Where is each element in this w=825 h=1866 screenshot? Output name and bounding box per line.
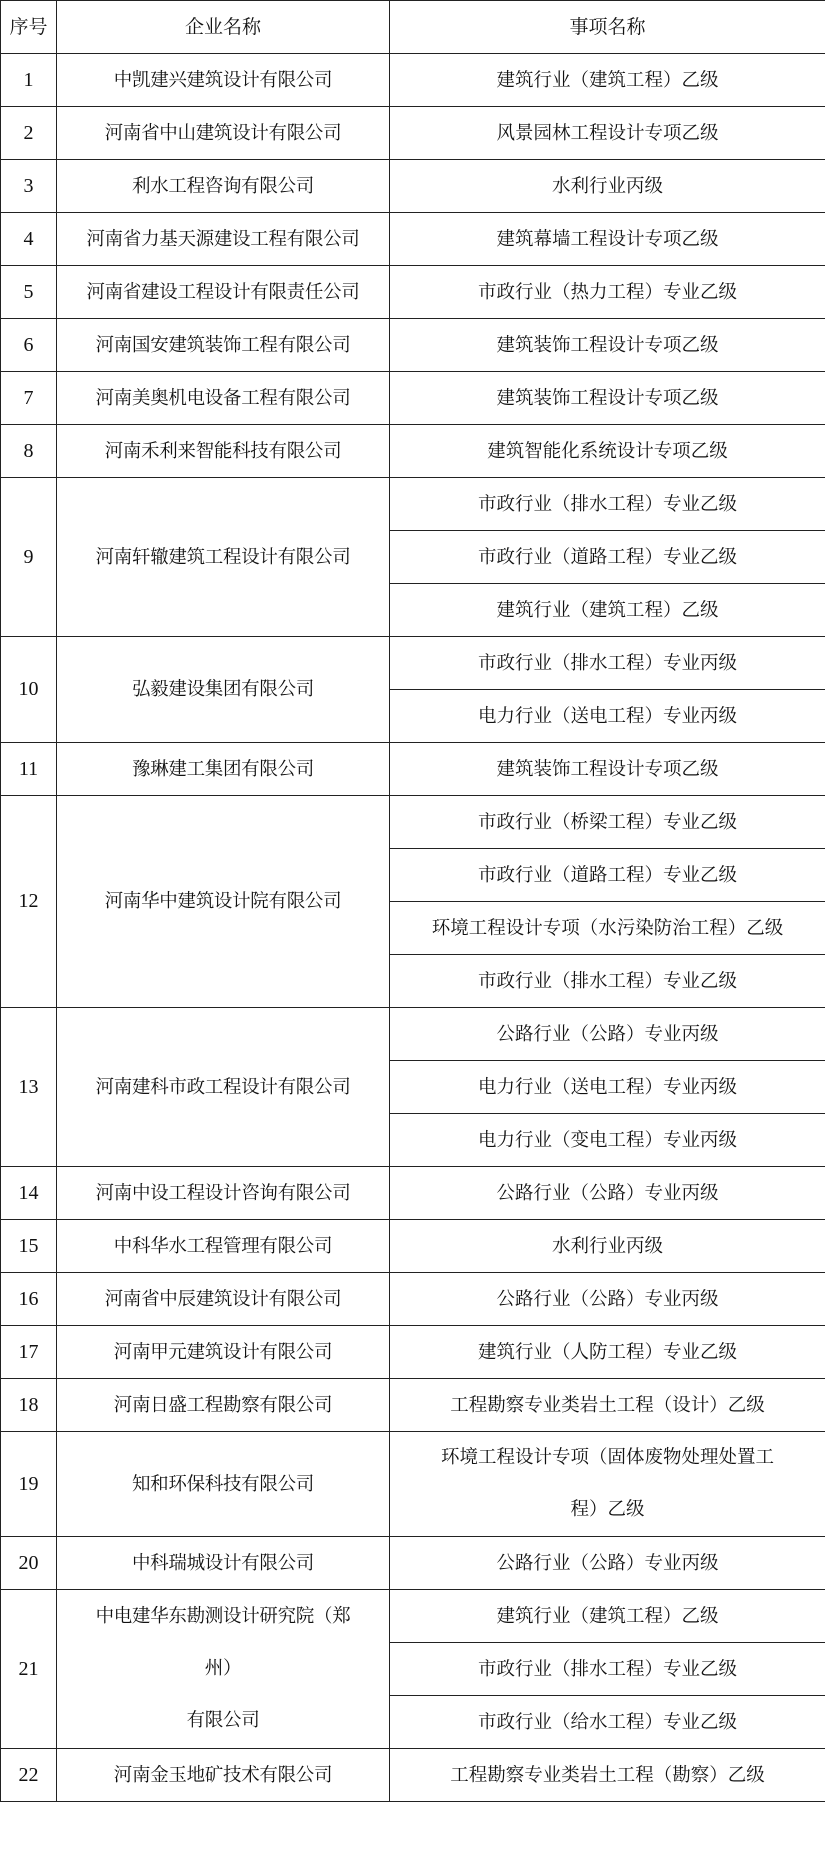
company-name-cell xyxy=(57,1220,390,1273)
table-row xyxy=(1,213,825,266)
company-name-cell xyxy=(57,107,390,160)
item-name-line: 环境工程设计专项（固体废物处理处置工 xyxy=(440,1447,774,1468)
table-row xyxy=(1,1590,825,1643)
company-name-cell xyxy=(57,213,390,266)
item-name-cell: 市政行业（排水工程）专业乙级 xyxy=(390,1643,825,1696)
table-row xyxy=(1,1008,825,1061)
company-name-cell xyxy=(57,425,390,478)
company-name-line: 豫琳建工集团有限公司 xyxy=(131,758,314,780)
serial-number-cell: 14 xyxy=(1,1167,57,1220)
serial-number-cell: 5 xyxy=(1,266,57,319)
item-name-cell: 建筑行业（人防工程）专业乙级 xyxy=(390,1326,825,1379)
company-name-cell xyxy=(57,1008,390,1167)
item-name-cell: 电力行业（变电工程）专业丙级 xyxy=(390,1114,825,1167)
company-name-cell xyxy=(57,1590,390,1749)
table-body xyxy=(1,54,825,1802)
company-name-line: 河南禾利来智能科技有限公司 xyxy=(104,440,342,462)
table-row xyxy=(1,1167,825,1220)
company-name-cell xyxy=(57,1273,390,1326)
item-name-cell: 工程勘察专业类岩土工程（勘察）乙级 xyxy=(390,1749,825,1802)
company-name-cell xyxy=(57,1749,390,1802)
serial-number-cell: 22 xyxy=(1,1749,57,1802)
table-row xyxy=(1,319,825,372)
company-name-cell xyxy=(57,54,390,107)
serial-number-cell: 2 xyxy=(1,107,57,160)
table-row xyxy=(1,1432,825,1537)
item-name-cell: 市政行业（道路工程）专业乙级 xyxy=(390,531,825,584)
serial-number-cell: 10 xyxy=(1,637,57,743)
table-row xyxy=(1,743,825,796)
item-name-cell: 水利行业丙级 xyxy=(390,1220,825,1273)
table-header-row xyxy=(1,1,825,54)
company-name-line: 中科华水工程管理有限公司 xyxy=(113,1235,333,1257)
company-name-line: 有限公司 xyxy=(186,1710,260,1731)
serial-number-cell: 12 xyxy=(1,796,57,1008)
item-name-cell: 建筑幕墙工程设计专项乙级 xyxy=(390,213,825,266)
company-name-line: 河南建科市政工程设计有限公司 xyxy=(95,1076,351,1098)
serial-number-cell: 13 xyxy=(1,1008,57,1167)
serial-number-cell: 19 xyxy=(1,1432,57,1537)
company-name-line: 河南省建设工程设计有限责任公司 xyxy=(86,281,360,303)
company-name-cell xyxy=(57,478,390,637)
item-name-cell: 建筑行业（建筑工程）乙级 xyxy=(390,584,825,637)
serial-number-cell: 20 xyxy=(1,1537,57,1590)
company-name-cell xyxy=(57,743,390,796)
company-name-line: 中科瑞城设计有限公司 xyxy=(131,1552,314,1574)
table-row xyxy=(1,425,825,478)
company-name-line: 河南国安建筑装饰工程有限公司 xyxy=(95,334,351,356)
table-row xyxy=(1,54,825,107)
company-name-line: 河南省中辰建筑设计有限公司 xyxy=(104,1288,342,1310)
table-row xyxy=(1,160,825,213)
company-name-line: 河南甲元建筑设计有限公司 xyxy=(113,1341,333,1363)
table-row xyxy=(1,1537,825,1590)
company-name-line: 河南美奥机电设备工程有限公司 xyxy=(95,387,351,409)
table-row xyxy=(1,1220,825,1273)
table-row xyxy=(1,1273,825,1326)
company-name-line: 河南轩辙建筑工程设计有限公司 xyxy=(95,546,351,568)
company-name-cell xyxy=(57,796,390,1008)
serial-number-cell: 11 xyxy=(1,743,57,796)
serial-number-cell: 9 xyxy=(1,478,57,637)
company-name-cell xyxy=(57,266,390,319)
table-row xyxy=(1,1326,825,1379)
item-name-cell: 市政行业（排水工程）专业乙级 xyxy=(390,955,825,1008)
company-name-line: 知和环保科技有限公司 xyxy=(131,1473,314,1495)
item-name-cell: 市政行业（给水工程）专业乙级 xyxy=(390,1696,825,1749)
item-name-cell: 水利行业丙级 xyxy=(390,160,825,213)
item-name-cell: 市政行业（道路工程）专业乙级 xyxy=(390,849,825,902)
item-name-line: 程）乙级 xyxy=(570,1499,645,1520)
company-name-cell xyxy=(57,319,390,372)
serial-number-cell: 7 xyxy=(1,372,57,425)
company-name-cell xyxy=(57,372,390,425)
table-row xyxy=(1,796,825,849)
company-name-line: 河南金玉地矿技术有限公司 xyxy=(113,1764,333,1786)
item-name-cell: 公路行业（公路）专业丙级 xyxy=(390,1167,825,1220)
company-name-line: 河南华中建筑设计院有限公司 xyxy=(104,891,342,912)
item-name-cell: 建筑装饰工程设计专项乙级 xyxy=(390,319,825,372)
company-name-line: 河南日盛工程勘察有限公司 xyxy=(113,1394,333,1416)
company-name-cell xyxy=(57,1167,390,1220)
item-name-cell: 电力行业（送电工程）专业丙级 xyxy=(390,690,825,743)
company-name-line: 河南省力基天源建设工程有限公司 xyxy=(86,228,360,250)
company-name-line: 弘毅建设集团有限公司 xyxy=(131,679,314,700)
header-serial-number: 序号 xyxy=(1,1,57,54)
company-name-line: 河南中设工程设计咨询有限公司 xyxy=(95,1182,351,1204)
item-name-cell: 建筑行业（建筑工程）乙级 xyxy=(390,1590,825,1643)
item-name-cell: 建筑装饰工程设计专项乙级 xyxy=(390,743,825,796)
company-name-line: 利水工程咨询有限公司 xyxy=(131,175,314,197)
item-name-cell: 建筑智能化系统设计专项乙级 xyxy=(390,425,825,478)
table-row xyxy=(1,637,825,690)
item-name-cell xyxy=(390,1432,825,1537)
item-name-cell: 风景园林工程设计专项乙级 xyxy=(390,107,825,160)
item-name-cell: 市政行业（热力工程）专业乙级 xyxy=(390,266,825,319)
serial-number-cell: 8 xyxy=(1,425,57,478)
serial-number-cell: 3 xyxy=(1,160,57,213)
item-name-cell: 市政行业（排水工程）专业乙级 xyxy=(390,478,825,531)
serial-number-cell: 6 xyxy=(1,319,57,372)
item-name-cell: 市政行业（排水工程）专业丙级 xyxy=(390,637,825,690)
table-row xyxy=(1,107,825,160)
serial-number-cell: 17 xyxy=(1,1326,57,1379)
serial-number-cell: 15 xyxy=(1,1220,57,1273)
company-name-line: 州） xyxy=(204,1658,242,1679)
serial-number-cell: 21 xyxy=(1,1590,57,1749)
header-company-name: 企业名称 xyxy=(57,1,390,54)
company-name-line: 河南省中山建筑设计有限公司 xyxy=(104,122,342,144)
item-name-cell: 工程勘察专业类岩土工程（设计）乙级 xyxy=(390,1379,825,1432)
table-row xyxy=(1,1749,825,1802)
item-name-cell: 公路行业（公路）专业丙级 xyxy=(390,1008,825,1061)
company-name-cell xyxy=(57,160,390,213)
serial-number-cell: 1 xyxy=(1,54,57,107)
item-name-cell: 环境工程设计专项（水污染防治工程）乙级 xyxy=(390,902,825,955)
company-name-cell xyxy=(57,1326,390,1379)
item-name-cell: 市政行业（桥梁工程）专业乙级 xyxy=(390,796,825,849)
table-row xyxy=(1,266,825,319)
item-name-cell: 建筑装饰工程设计专项乙级 xyxy=(390,372,825,425)
table-row xyxy=(1,372,825,425)
company-name-line: 中电建华东勘测设计研究院（郑 xyxy=(95,1606,351,1627)
company-name-cell xyxy=(57,1379,390,1432)
company-name-cell xyxy=(57,1537,390,1590)
item-name-cell: 建筑行业（建筑工程）乙级 xyxy=(390,54,825,107)
item-name-cell: 电力行业（送电工程）专业丙级 xyxy=(390,1061,825,1114)
table-row xyxy=(1,1379,825,1432)
serial-number-cell: 4 xyxy=(1,213,57,266)
serial-number-cell: 18 xyxy=(1,1379,57,1432)
item-name-cell: 公路行业（公路）专业丙级 xyxy=(390,1537,825,1590)
company-name-cell xyxy=(57,637,390,743)
serial-number-cell: 16 xyxy=(1,1273,57,1326)
item-name-cell: 公路行业（公路）专业丙级 xyxy=(390,1273,825,1326)
header-item-name: 事项名称 xyxy=(390,1,825,54)
table-row xyxy=(1,478,825,531)
company-name-line: 中凯建兴建筑设计有限公司 xyxy=(113,69,333,91)
company-name-cell xyxy=(57,1432,390,1537)
